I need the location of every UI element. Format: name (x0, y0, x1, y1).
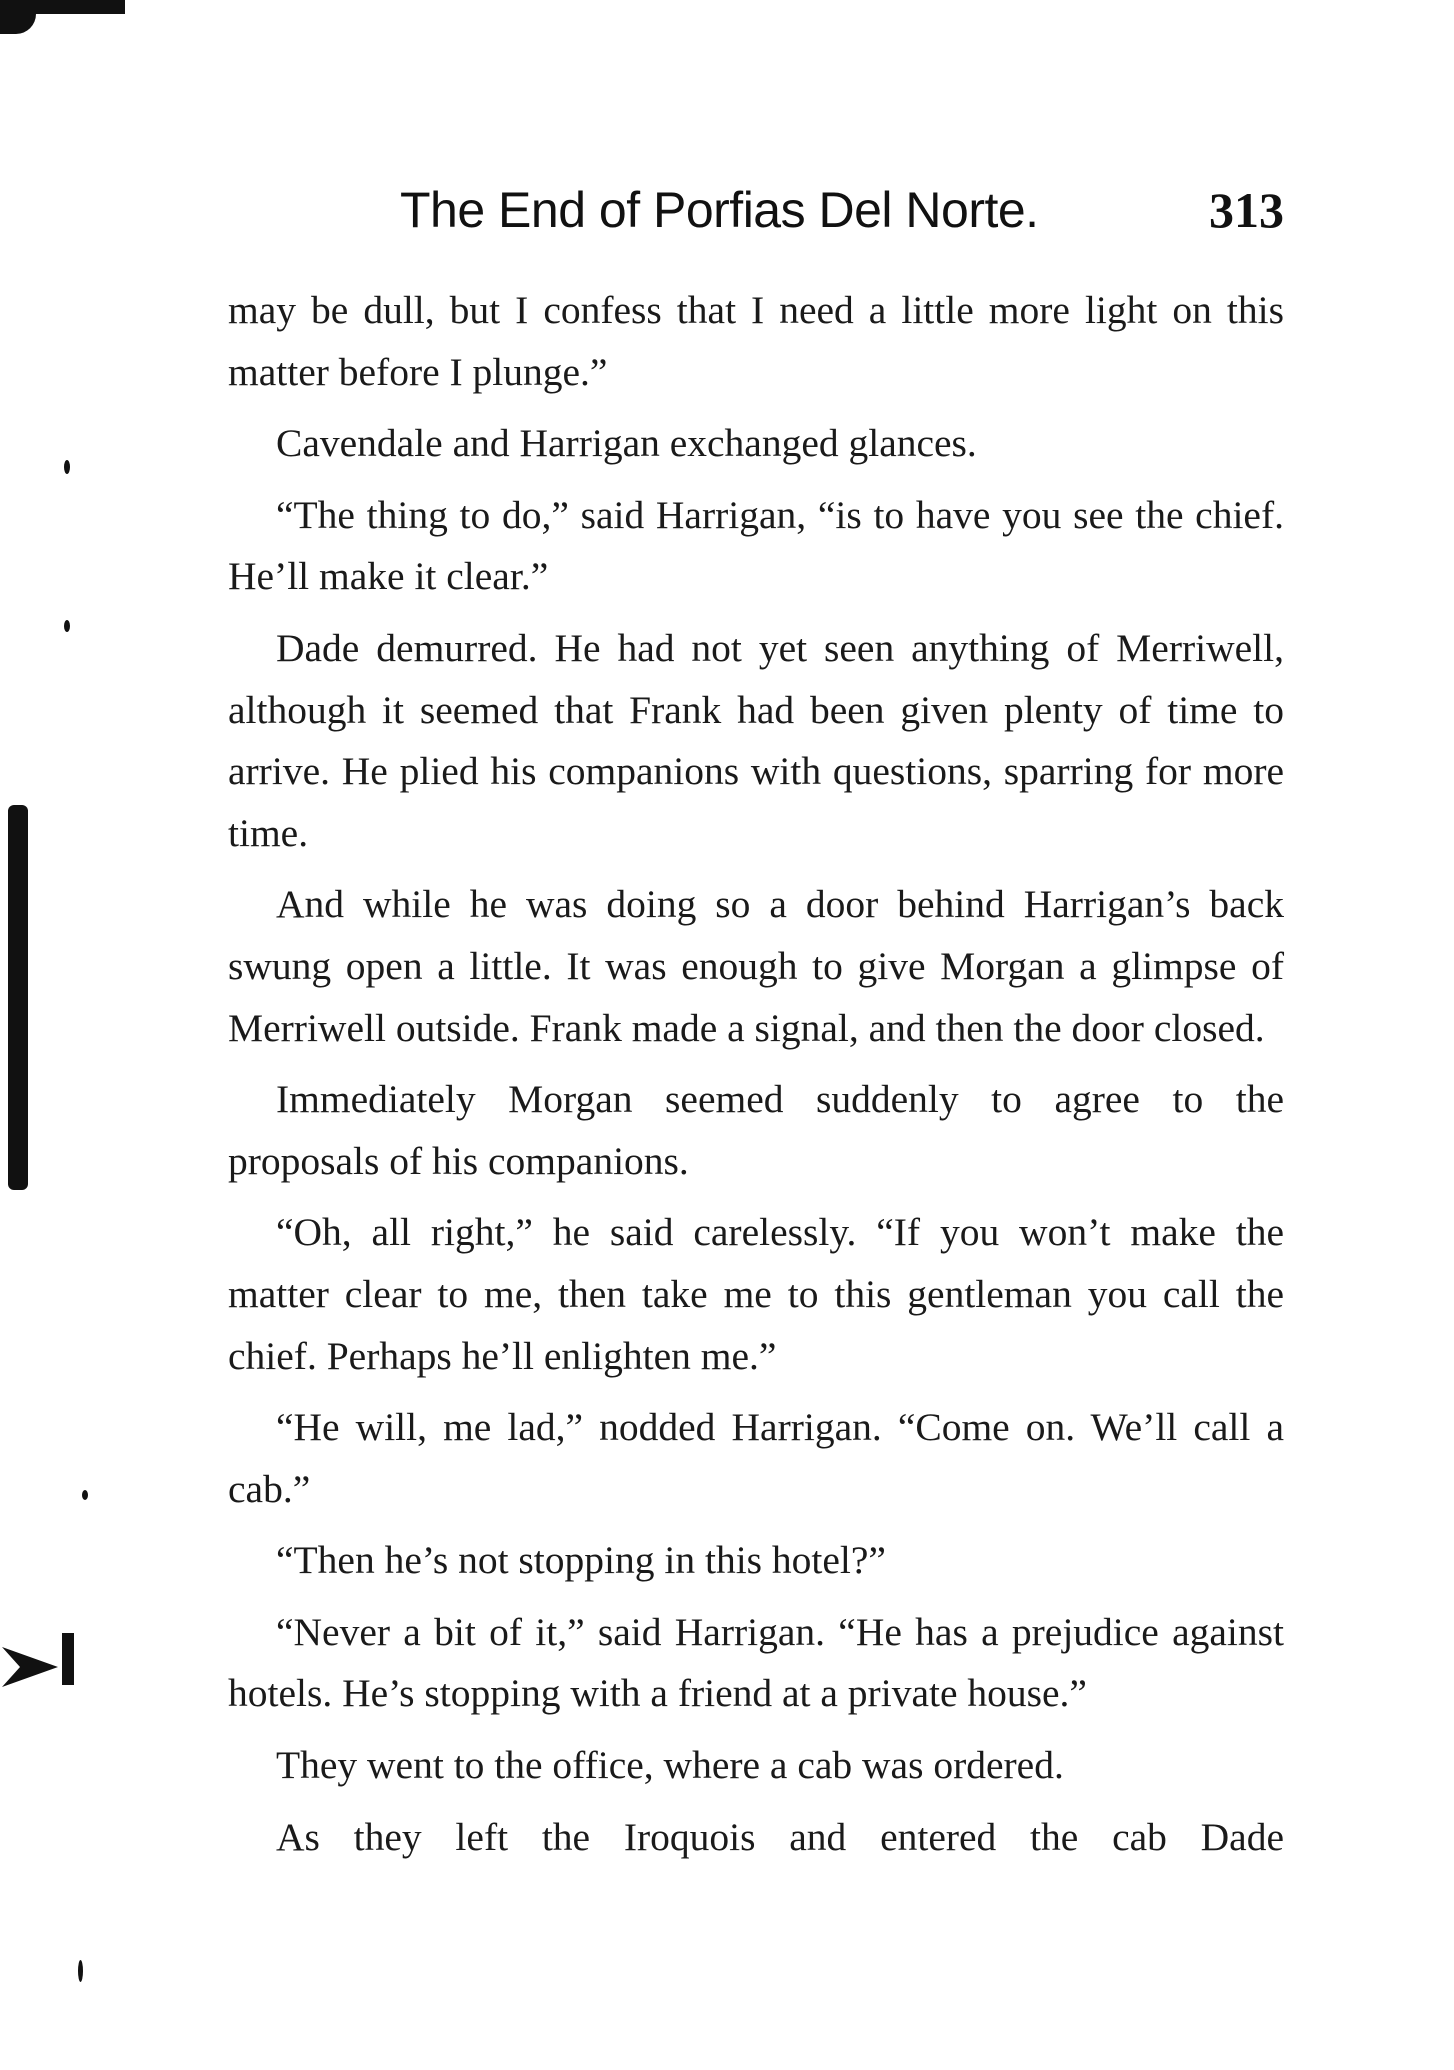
body-text (228, 280, 1284, 1878)
paragraph: “He will, me lad,” nodded Harrigan. “Come on. We’ll call a cab.” (228, 1405, 1284, 1511)
paragraph: “The thing to do,” said Harrigan, “is to have you see the chief. He’ll make it clear.” (228, 492, 1284, 599)
paragraph: “Never a bit of it,” said Harrigan. “He has a prejudice against hotels. He’s stopping with a friend at a private house.” (228, 1609, 1284, 1716)
paragraph: Immediately Morgan seemed suddenly to agree to the proposals of his companions. (228, 1077, 1284, 1183)
scan-edge-bar (8, 805, 28, 1190)
paragraph: “Then he’s not stopping in this hotel?” (276, 1538, 886, 1583)
paragraph: Cavendale and Harrigan exchanged glances. (276, 421, 977, 466)
scan-arrow-mark (0, 1625, 90, 1695)
scan-speck (82, 1490, 88, 1500)
scan-speck (64, 620, 70, 632)
paragraph: may be dull, but I confess that I need a little more light on this matter before I plunge.” (228, 288, 1284, 394)
scan-corner-blot (0, 0, 36, 34)
page-number: 313 (1209, 182, 1284, 238)
paragraph: They went to the office, where a cab was ordered. (276, 1743, 1064, 1788)
running-title: The End of Porfias Del Norte. (400, 182, 1039, 238)
paragraph: Dade demurred. He had not yet seen anything of Merriwell, although it seemed that Frank had been given plenty of time to arrive. He plied his companions with questions, sparring for more time. (228, 625, 1284, 855)
scan-speck (64, 460, 70, 474)
scan-speck (78, 1960, 83, 1982)
paragraph: “Oh, all right,” he said carelessly. “If you won’t make the matter clear to me, then take me to this gentleman you call the chief. Perhaps he’ll enlighten me.” (228, 1210, 1284, 1378)
paragraph: As they left the Iroquois and entered the cab Dade (276, 1814, 1284, 1859)
running-header (400, 170, 1300, 250)
paragraph: And while he was doing so a door behind Harrigan’s back swung open a little. It was enough to give Morgan a glimpse of Merriwell outside. Frank made a signal, and then the door closed. (228, 882, 1284, 1050)
